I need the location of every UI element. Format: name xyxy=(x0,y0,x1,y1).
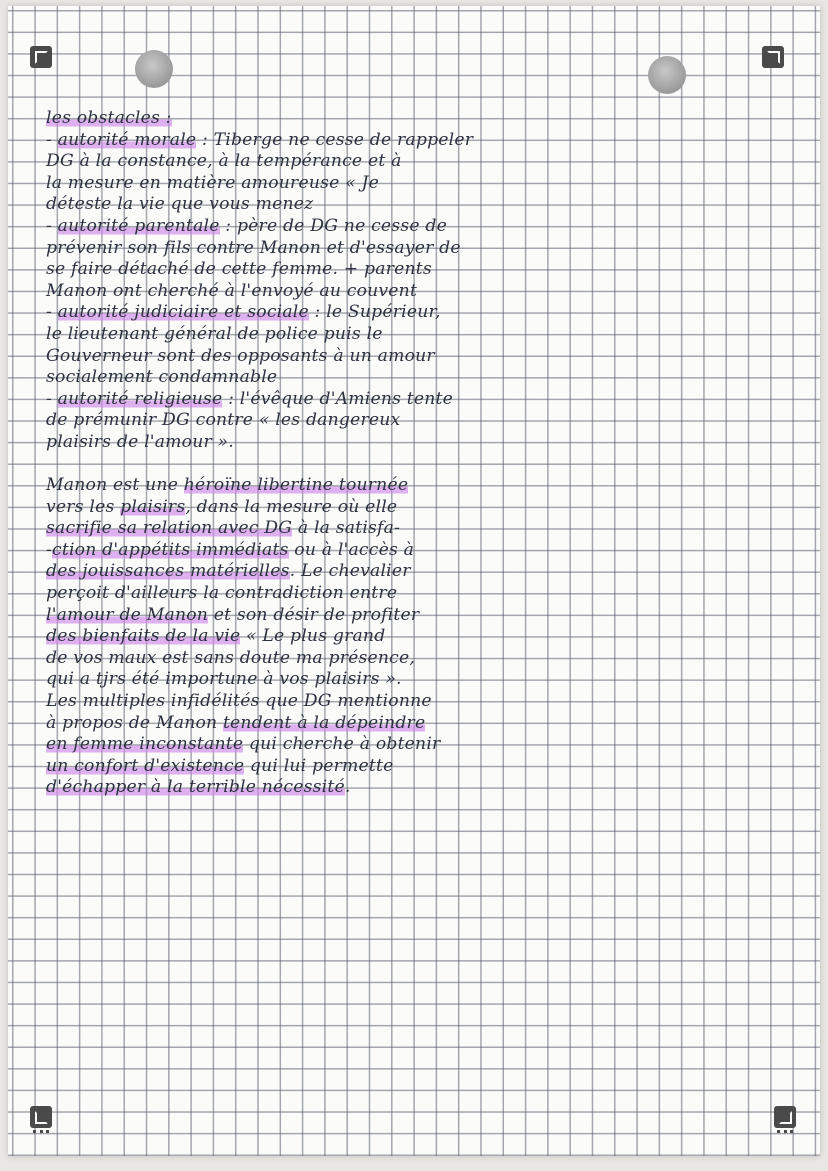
note-line: le lieutenant général de police puis le xyxy=(46,323,383,344)
note-line: Gouverneur sont des opposants à un amour xyxy=(46,345,435,366)
punch-hole-left xyxy=(135,50,173,88)
note-line: - autorité judiciaire et sociale : le Supérieur, xyxy=(46,302,441,323)
note-line: déteste la vie que vous menez xyxy=(46,194,314,215)
note-line: socialement condamnable xyxy=(46,367,278,388)
note-line: des jouissances matérielles. Le chevalier xyxy=(46,561,411,582)
note-line: d'échapper à la terrible nécessité. xyxy=(46,777,351,798)
note-line: sacrifie sa relation avec DG à la satisfa- xyxy=(46,518,401,539)
note-line: vers les plaisirs, dans la mesure où elle xyxy=(46,496,398,517)
note-line: Manon ont cherché à l'envoyé au couvent xyxy=(46,280,418,301)
corner-marker-icon xyxy=(774,1106,796,1128)
corner-marker-icon xyxy=(30,46,52,68)
obstacles-list xyxy=(46,130,802,454)
note-line: plaisirs de l'amour ». xyxy=(46,431,234,452)
note-line: l'amour de Manon et son désir de profiter xyxy=(46,604,420,625)
note-line: DG à la constance, à la tempérance et à xyxy=(46,151,402,172)
note-line: se faire détaché de cette femme. + parents xyxy=(46,259,432,280)
note-line: de prémunir DG contre « les dangereux xyxy=(46,410,401,431)
note-line: - autorité parentale : père de DG ne cesse de xyxy=(46,215,447,236)
note-line: qui a tjrs été importune à vos plaisirs ». xyxy=(46,669,402,690)
note-line: -ction d'appétits immédiats ou à l'accès à xyxy=(46,539,415,560)
note-line: des bienfaits de la vie « Le plus grand xyxy=(46,626,386,647)
corner-marker-icon xyxy=(762,46,784,68)
manon-paragraph xyxy=(46,475,802,799)
note-line: un confort d'existence qui lui permette xyxy=(46,755,394,776)
note-line: en femme inconstante qui cherche à obtenir xyxy=(46,734,441,755)
handwritten-notes xyxy=(46,108,802,799)
note-line: prévenir son fils contre Manon et d'essayer de xyxy=(46,237,461,258)
note-line: Manon est une héroïne libertine tournée xyxy=(46,475,409,496)
punch-hole-right xyxy=(648,56,686,94)
note-line: perçoit d'ailleurs la contradiction entre xyxy=(46,583,398,604)
note-line: la mesure en matière amoureuse « Je xyxy=(46,172,380,193)
note-line: - autorité religieuse : l'évêque d'Amiens tente xyxy=(46,388,454,409)
corner-marker-icon xyxy=(30,1106,52,1128)
note-line: de vos maux est sans doute ma présence, xyxy=(46,647,416,668)
note-line: Les multiples infidélités que DG mentionne xyxy=(46,691,432,712)
notes-heading: les obstacles : xyxy=(46,108,172,128)
note-line: à propos de Manon tendent à la dépeindre xyxy=(46,712,426,733)
note-line: - autorité morale : Tiberge ne cesse de rappeler xyxy=(46,129,474,150)
